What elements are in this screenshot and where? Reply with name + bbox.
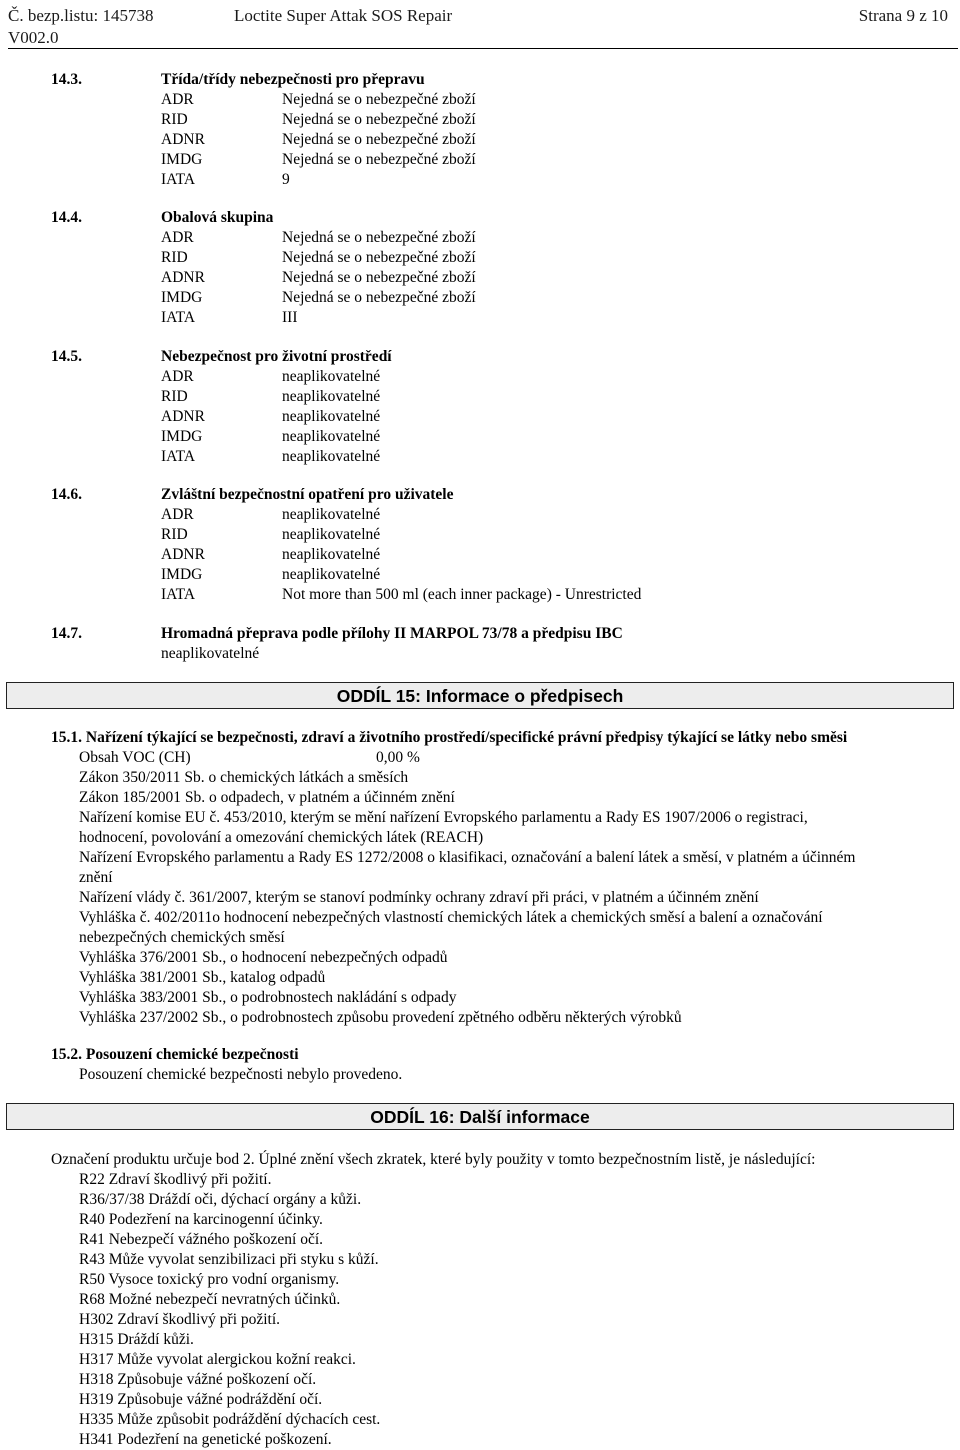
mode-value: neaplikovatelné [282,388,381,405]
phrase-item: R40 Podezření na karcinogenní účinky. [79,1211,323,1228]
mode-value: Nejedná se o nebezpečné zboží [282,249,476,266]
subsection-title: 15.2. Posouzení chemické bezpečnosti [51,1046,299,1063]
page-number: Strana 9 z 10 [858,6,948,25]
phrase-item: R36/37/38 Dráždí oči, dýchací orgány a kůži. [79,1191,362,1208]
mode-value: Nejedná se o nebezpečné zboží [282,111,476,128]
mode-value: neaplikovatelné [282,428,381,445]
section-title: Hromadná přeprava podle přílohy II MARPOL 73/78 a předpisu IBC [161,625,623,642]
mode-label: IMDG [161,566,203,583]
mode-value: Not more than 500 ml (each inner package) - Unrestricted [282,586,642,603]
abbreviations-intro: Označení produktu určuje bod 2. Úplné znění všech zkratek, které byly použity v tomto bezpečnostním listě, je následující: [51,1151,816,1168]
mode-label: IMDG [161,151,203,168]
mode-label: ADNR [161,269,205,286]
section-title: Obalová skupina [161,209,274,226]
assessment-text: Posouzení chemické bezpečnosti nebylo provedeno. [79,1066,403,1083]
mode-label: ADR [161,91,194,108]
phrase-item: H318 Způsobuje vážné poškození očí. [79,1371,317,1388]
mode-value: 9 [282,171,290,188]
phrase-item: R50 Vysoce toxický pro vodní organismy. [79,1271,340,1288]
mode-label: IATA [161,171,196,188]
regulation-line: Nařízení vlády č. 361/2007, kterým se stanoví podmínky ochrany zdraví při práci, v platném a účinném znění [79,889,759,906]
mode-label: RID [161,526,188,543]
voc-label: Obsah VOC (CH) [79,749,191,766]
mode-value: Nejedná se o nebezpečné zboží [282,151,476,168]
page-header [8,4,958,48]
mode-value: III [282,309,298,326]
mode-label: ADNR [161,408,205,425]
mode-label: ADNR [161,546,205,563]
phrase-item: R68 Možné nebezpečí nevratných účinků. [79,1291,341,1308]
regulation-line: Vyhláška 383/2001 Sb., o podrobnostech nakládání s odpady [79,989,457,1006]
section-number: 14.6. [51,486,82,503]
section-number: 14.7. [51,625,82,642]
regulation-line: hodnocení, povolování a omezování chemických látek (REACH) [79,829,484,846]
regulation-line: znění [79,869,113,886]
mode-label: IATA [161,309,196,326]
phrase-item: H317 Může vyvolat alergickou kožní reakci. [79,1351,356,1368]
mode-label: ADR [161,368,194,385]
doc-number: Č. bezp.listu: 145738 [8,6,154,25]
voc-value: 0,00 % [376,749,420,766]
regulation-line: Nařízení Evropského parlamentu a Rady ES 1272/2008 o klasifikaci, označování a balení látek a směsí, v platném a účinném [79,849,856,866]
phrase-item: R22 Zdraví škodlivý při požití. [79,1171,272,1188]
subsection-title: 15.1. Nařízení týkající se bezpečnosti, zdraví a životního prostředí/specifické právní předpisy týkající se látky nebo směsi [51,729,848,746]
mode-label: IMDG [161,428,203,445]
section-title: Nebezpečnost pro životní prostředí [161,348,392,365]
section-title: Třída/třídy nebezpečnosti pro přepravu [161,71,425,88]
mode-value: neaplikovatelné [282,506,381,523]
mode-label: ADR [161,229,194,246]
mode-value: neaplikovatelné [282,368,381,385]
header-rule [8,48,958,49]
mode-value: neaplikovatelné [282,408,381,425]
section-value: neaplikovatelné [161,645,260,662]
regulation-line: Zákon 350/2011 Sb. o chemických látkách a směsích [79,769,409,786]
phrase-item: H315 Dráždí kůži. [79,1331,194,1348]
mode-label: IATA [161,586,196,603]
mode-value: Nejedná se o nebezpečné zboží [282,269,476,286]
mode-label: RID [161,111,188,128]
regulation-line: nebezpečných chemických směsí [79,929,285,946]
mode-label: ADR [161,506,194,523]
mode-value: Nejedná se o nebezpečné zboží [282,289,476,306]
product-name: Loctite Super Attak SOS Repair [234,6,453,25]
mode-value: neaplikovatelné [282,526,381,543]
mode-value: neaplikovatelné [282,566,381,583]
mode-label: IATA [161,448,196,465]
regulation-line: Vyhláška č. 402/2011o hodnocení nebezpečných vlastností chemických látek a chemických směsí a balení a označování [79,909,823,926]
section-15-band: ODDÍL 15: Informace o předpisech [6,682,954,709]
mode-label: RID [161,388,188,405]
regulation-line: Vyhláška 376/2001 Sb., o hodnocení nebezpečných odpadů [79,949,448,966]
section-title: Zvláštní bezpečnostní opatření pro uživatele [161,486,454,503]
regulation-line: Zákon 185/2001 Sb. o odpadech, v platném a účinném znění [79,789,455,806]
mode-label: RID [161,249,188,266]
mode-label: ADNR [161,131,205,148]
phrase-item: H341 Podezření na genetické poškození. [79,1431,332,1448]
mode-value: Nejedná se o nebezpečné zboží [282,91,476,108]
phrase-item: R41 Nebezpečí vážného poškození očí. [79,1231,324,1248]
mode-value: neaplikovatelné [282,448,381,465]
phrase-item: R43 Může vyvolat senzibilizaci při styku s kůží. [79,1251,379,1268]
section-number: 14.3. [51,71,82,88]
version: V002.0 [8,28,59,47]
phrase-item: H319 Způsobuje vážné podráždění očí. [79,1391,323,1408]
section-number: 14.5. [51,348,82,365]
phrase-item: H335 Může způsobit podráždění dýchacích cest. [79,1411,381,1428]
section-number: 14.4. [51,209,82,226]
regulation-line: Vyhláška 237/2002 Sb., o podrobnostech způsobu provedení zpětného odběru některých výrobků [79,1009,682,1026]
regulation-line: Vyhláška 381/2001 Sb., katalog odpadů [79,969,326,986]
mode-label: IMDG [161,289,203,306]
section-16-band: ODDÍL 16: Další informace [6,1103,954,1130]
mode-value: neaplikovatelné [282,546,381,563]
phrase-item: H302 Zdraví škodlivý při požití. [79,1311,281,1328]
regulation-line: Nařízení komise EU č. 453/2010, kterým se mění nařízení Evropského parlamentu a Rady ES 1907/2006 o registraci, [79,809,808,826]
mode-value: Nejedná se o nebezpečné zboží [282,131,476,148]
mode-value: Nejedná se o nebezpečné zboží [282,229,476,246]
